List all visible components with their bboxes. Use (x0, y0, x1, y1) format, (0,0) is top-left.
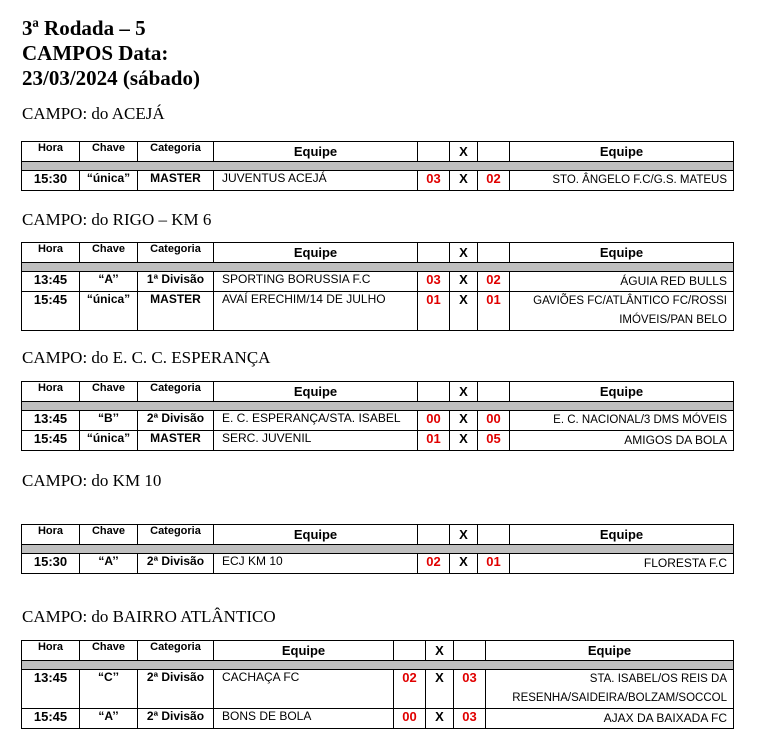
match-time: 15:45 (22, 431, 80, 451)
col-score-home (418, 142, 450, 162)
separator-row (22, 263, 734, 272)
match-time: 13:45 (22, 272, 80, 292)
away-score: 03 (454, 670, 486, 709)
col-score-away (478, 525, 510, 545)
match-time: 15:30 (22, 554, 80, 574)
match-category: MASTER (138, 431, 214, 451)
table-row (22, 171, 734, 191)
match-group: “A’’ (80, 272, 138, 292)
col-equipe-home: Equipe (214, 525, 418, 545)
versus-mark: X (450, 272, 478, 292)
versus-mark: X (450, 171, 478, 191)
col-chave: Chave (80, 382, 138, 402)
separator-row (22, 545, 734, 554)
match-group: “C’’ (80, 670, 138, 709)
field-heading-km10: CAMPO: do KM 10 (22, 471, 162, 490)
match-category: 1ª Divisão (138, 272, 214, 292)
match-category: MASTER (138, 171, 214, 191)
table-row (22, 554, 734, 574)
col-chave: Chave (80, 525, 138, 545)
schedule-table-km10 (21, 524, 734, 574)
home-team: BONS DE BOLA (214, 709, 394, 729)
table-header (22, 641, 734, 661)
col-chave: Chave (80, 142, 138, 162)
col-hora: Hora (22, 382, 80, 402)
schedule-table-aceja (21, 141, 734, 191)
away-team: ÁGUIA RED BULLS (510, 272, 734, 292)
title-fields: CAMPOS Data: (22, 41, 169, 65)
home-score: 02 (394, 670, 426, 709)
col-x: X (450, 525, 478, 545)
col-x: X (450, 382, 478, 402)
col-score-home (418, 243, 450, 263)
home-team: ECJ KM 10 (214, 554, 418, 574)
table-row (22, 431, 734, 451)
away-team: STO. ÂNGELO F.C/G.S. MATEUS (510, 171, 734, 191)
table-row (22, 411, 734, 431)
away-score: 02 (478, 272, 510, 292)
col-hora: Hora (22, 243, 80, 263)
table-header (22, 243, 734, 263)
away-team: GAVIÕES FC/ATLÂNTICO FC/ROSSI IMÓVEIS/PAN BELO (510, 292, 734, 331)
col-equipe-away: Equipe (510, 142, 734, 162)
match-group: “única” (80, 292, 138, 331)
col-categoria: Categoria (138, 641, 214, 661)
table-row (22, 272, 734, 292)
col-equipe-home: Equipe (214, 142, 418, 162)
home-team: JUVENTUS ACEJÁ (214, 171, 418, 191)
match-category: 2ª Divisão (138, 554, 214, 574)
col-categoria: Categoria (138, 382, 214, 402)
home-score: 00 (418, 411, 450, 431)
match-category: 2ª Divisão (138, 709, 214, 729)
match-category: 2ª Divisão (138, 411, 214, 431)
home-score: 03 (418, 272, 450, 292)
versus-mark: X (450, 411, 478, 431)
home-team: SERC. JUVENIL (214, 431, 418, 451)
away-score: 05 (478, 431, 510, 451)
table-row (22, 292, 734, 331)
col-categoria: Categoria (138, 525, 214, 545)
versus-mark: X (450, 292, 478, 331)
col-score-home (418, 525, 450, 545)
table-header (22, 525, 734, 545)
versus-mark: X (426, 709, 454, 729)
away-team: AJAX DA BAIXADA FC (486, 709, 734, 729)
away-score: 01 (478, 554, 510, 574)
schedule-table-bairro-atlantico (21, 640, 734, 729)
field-heading-esperanca: CAMPO: do E. C. C. ESPERANÇA (22, 348, 271, 367)
separator-row (22, 162, 734, 171)
home-score: 01 (418, 292, 450, 331)
page-title (22, 16, 200, 91)
schedule-table-rigo-km6 (21, 242, 734, 331)
col-hora: Hora (22, 641, 80, 661)
field-heading-aceja: CAMPO: do ACEJÁ (22, 104, 165, 123)
col-score-away (478, 243, 510, 263)
col-score-home (418, 382, 450, 402)
match-time: 15:45 (22, 292, 80, 331)
home-score: 00 (394, 709, 426, 729)
away-team: STA. ISABEL/OS REIS DA RESENHA/SAIDEIRA/BOLZAM/SOCCOL (486, 670, 734, 709)
match-time: 13:45 (22, 670, 80, 709)
col-equipe-away: Equipe (510, 525, 734, 545)
col-equipe-away: Equipe (510, 382, 734, 402)
separator-row (22, 661, 734, 670)
home-team: E. C. ESPERANÇA/STA. ISABEL (214, 411, 418, 431)
col-equipe-home: Equipe (214, 382, 418, 402)
field-heading-bairro-atlantico: CAMPO: do BAIRRO ATLÂNTICO (22, 607, 276, 626)
match-time: 15:45 (22, 709, 80, 729)
col-score-away (454, 641, 486, 661)
col-equipe-home: Equipe (214, 243, 418, 263)
separator-row (22, 402, 734, 411)
away-team: FLORESTA F.C (510, 554, 734, 574)
match-group: “A’’ (80, 554, 138, 574)
home-team: CACHAÇA FC (214, 670, 394, 709)
title-date: 23/03/2024 (sábado) (22, 66, 200, 90)
match-category: MASTER (138, 292, 214, 331)
versus-mark: X (426, 670, 454, 709)
match-time: 13:45 (22, 411, 80, 431)
home-score: 02 (418, 554, 450, 574)
versus-mark: X (450, 554, 478, 574)
col-equipe-home: Equipe (214, 641, 394, 661)
col-score-away (478, 382, 510, 402)
away-score: 00 (478, 411, 510, 431)
match-group: “única” (80, 431, 138, 451)
col-chave: Chave (80, 641, 138, 661)
match-group: “única” (80, 171, 138, 191)
versus-mark: X (450, 431, 478, 451)
home-score: 03 (418, 171, 450, 191)
col-score-home (394, 641, 426, 661)
match-group: “A’’ (80, 709, 138, 729)
away-score: 01 (478, 292, 510, 331)
col-categoria: Categoria (138, 142, 214, 162)
table-row (22, 709, 734, 729)
home-score: 01 (418, 431, 450, 451)
match-group: “B’’ (80, 411, 138, 431)
table-row (22, 670, 734, 709)
col-hora: Hora (22, 142, 80, 162)
col-score-away (478, 142, 510, 162)
home-team: SPORTING BORUSSIA F.C (214, 272, 418, 292)
away-team: E. C. NACIONAL/3 DMS MÓVEIS (510, 411, 734, 431)
away-team: AMIGOS DA BOLA (510, 431, 734, 451)
col-chave: Chave (80, 243, 138, 263)
col-equipe-away: Equipe (510, 243, 734, 263)
col-x: X (450, 142, 478, 162)
col-x: X (426, 641, 454, 661)
table-header (22, 382, 734, 402)
title-round: 3ª Rodada – 5 (22, 16, 146, 40)
table-header (22, 142, 734, 162)
away-score: 03 (454, 709, 486, 729)
home-team: AVAÍ ERECHIM/14 DE JULHO (214, 292, 418, 331)
col-categoria: Categoria (138, 243, 214, 263)
field-heading-rigo-km6: CAMPO: do RIGO – KM 6 (22, 210, 212, 229)
col-x: X (450, 243, 478, 263)
away-score: 02 (478, 171, 510, 191)
col-equipe-away: Equipe (486, 641, 734, 661)
col-hora: Hora (22, 525, 80, 545)
match-category: 2ª Divisão (138, 670, 214, 709)
match-time: 15:30 (22, 171, 80, 191)
schedule-table-esperanca (21, 381, 734, 451)
